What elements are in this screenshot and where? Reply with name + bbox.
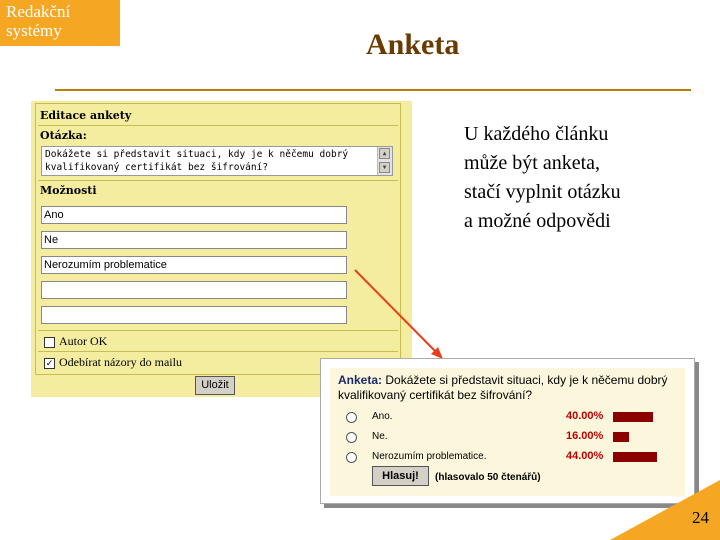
answer-label: Ano.	[372, 411, 393, 422]
scroll-up-icon[interactable]: ▲	[379, 148, 390, 159]
option-value: Ne	[44, 234, 59, 246]
answer-bar	[613, 452, 657, 462]
scroll-down-icon[interactable]: ▼	[379, 162, 390, 173]
subscribe-checkbox[interactable]: ✓	[45, 357, 54, 368]
answer-label: Nerozumím problematice.	[372, 451, 487, 462]
editor-heading: Editace ankety	[40, 109, 132, 122]
save-button[interactable]: Uložit	[195, 376, 235, 395]
poll-question	[338, 373, 678, 403]
description-line: stačí vyplnit otázku	[464, 181, 621, 203]
answer-radio[interactable]	[346, 452, 357, 463]
section-label-line2: systémy	[6, 21, 62, 40]
question-text: Dokážete si představit situaci, kdy je k něčemu dobrý kvalifikovaný certifikát bez šifrování?	[45, 149, 349, 173]
question-label: Otázka:	[40, 129, 87, 142]
poll-answer-row	[330, 431, 685, 445]
answer-percent: 16.00%	[566, 430, 604, 442]
section-label-line1: Redakční	[6, 2, 71, 21]
answer-bar	[613, 412, 653, 422]
answer-percent: 40.00%	[566, 410, 604, 422]
description-line: může být anketa,	[464, 152, 601, 174]
subscribe-label: Odebírat názory do mailu	[59, 355, 182, 369]
poll-prefix: Anketa:	[338, 373, 383, 387]
author-ok-label: Autor OK	[59, 334, 108, 348]
poll-result-frame	[330, 368, 685, 496]
description-line: a možné odpovědi	[464, 210, 611, 232]
poll-question-text: Dokážete si představit situaci, kdy je k něčemu dobrý kvalifikovaný certifikát bez šifrování?	[338, 373, 668, 402]
poll-answer-row	[330, 411, 685, 425]
options-label: Možnosti	[40, 184, 97, 197]
page-number: 24	[692, 508, 709, 527]
poll-answer-row	[330, 451, 685, 465]
description-line: U každého článku	[464, 123, 609, 145]
vote-button[interactable]: Hlasuj!	[372, 466, 429, 486]
answer-radio[interactable]	[346, 432, 357, 443]
answer-percent: 44.00%	[566, 450, 604, 462]
answer-radio[interactable]	[346, 412, 357, 423]
option-value: Nerozumím problematice	[44, 259, 167, 271]
option-value: Ano	[44, 209, 64, 221]
answer-label: Ne.	[372, 431, 388, 442]
answer-bar	[613, 432, 629, 442]
slide-title: Anketa	[366, 28, 460, 61]
vote-count: (hlasovalo 50 čtenářů)	[435, 472, 541, 483]
